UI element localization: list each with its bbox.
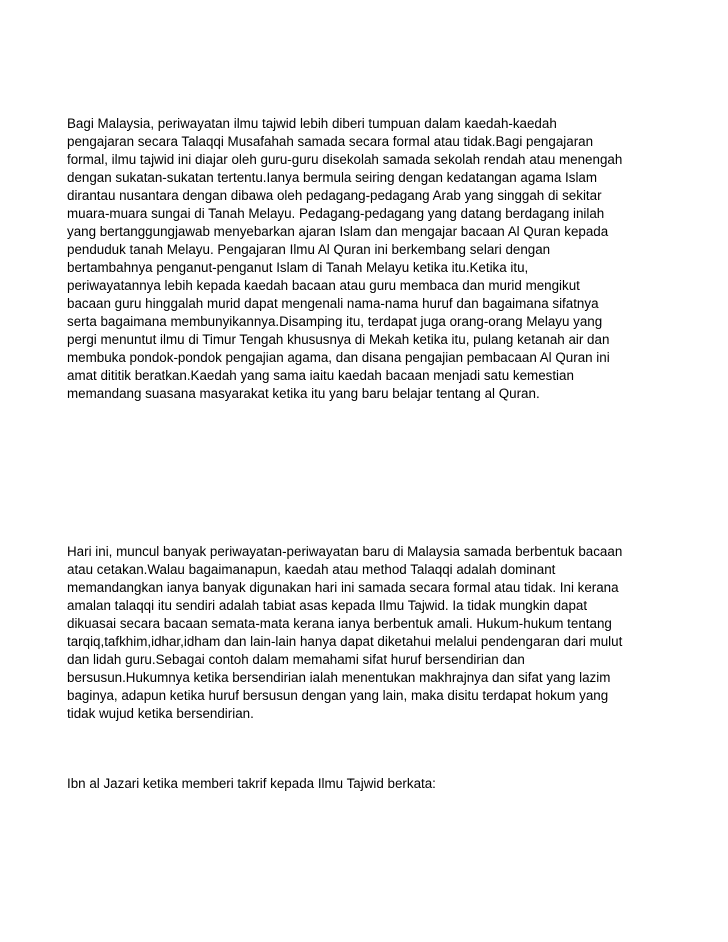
paragraph-talaqqi-method: Hari ini, muncul banyak periwayatan-periwayatan baru di Malaysia samada berbentuk bacaan atau cetakan.Walau bagaimanapun, kaedah atau method Talaqqi adalah dominant memandangkan ianya banyak digunakan hari ini samada secara formal atau tidak. Ini kerana amalan talaqqi itu sendiri adalah tabiat asas kepada Ilmu Tajwid. Ia tidak mungkin dapat dikuasai secara bacaan semata-mata kerana ianya berbentuk amali. Hukum-hukum tentang tarqiq,tafkhim,idhar,idham dan lain-lain hanya dapat diketahui melalui pendengaran dari mulut dan lidah guru.Sebagai contoh dalam memahami sifat huruf bersendirian dan bersusun.Hukumnya ketika bersendirian ialah menentukan makhrajnya dan sifat yang lazim baginya, adapun ketika huruf bersusun dengan yang lain, maka disitu terdapat hokum yang tidak wujud ketika bersendirian. (67, 544, 623, 721)
paragraph-malaysia-tajwid-history: Bagi Malaysia, periwayatan ilmu tajwid lebih diberi tumpuan dalam kaedah-kaedah pengajaran secara Talaqqi Musafahah samada secara formal atau tidak.Bagi pengajaran formal, ilmu tajwid ini diajar oleh guru-guru disekolah samada sekolah rendah atau menengah dengan sukatan-sukatan tertentu.Ianya bermula seiring dengan kedatangan agama Islam dirantau nusantara dengan dibawa oleh pedagang-pedagang Arab yang singgah di sekitar muara-muara sungai di Tanah Melayu. Pedagang-pedagang yang datang berdagang inilah yang bertanggungjawab menyebarkan ajaran Islam dan mengajar bacaan Al Quran kepada penduduk tanah Melayu. Pengajaran Ilmu Al Quran ini berkembang selari dengan bertambahnya penganut-penganut Islam di Tanah Melayu ketika itu.Ketika itu, periwayatannya lebih kepada kaedah bacaan atau guru membaca dan murid mengikut bacaan guru hinggalah murid dapat mengenali nama-nama huruf dan bagaimana sifatnya serta bagaimana membunyikannya.Disamping itu, terdapat juga orang-orang Melayu yang pergi menuntut ilmu di Timur Tengah khususnya di Mekah ketika itu, pulang ketanah air dan membuka pondok-pondok pengajian agama, dan disana pengajian pembacaan Al Quran ini amat dititik beratkan.Kaedah yang sama iaitu kaedah bacaan menjadi satu kemestian memandang suasana masyarakat ketika itu yang baru belajar tentang al Quran. (67, 116, 623, 401)
paragraph-ibn-al-jazari: Ibn al Jazari ketika memberi takrif kepada Ilmu Tajwid berkata: (67, 776, 436, 791)
